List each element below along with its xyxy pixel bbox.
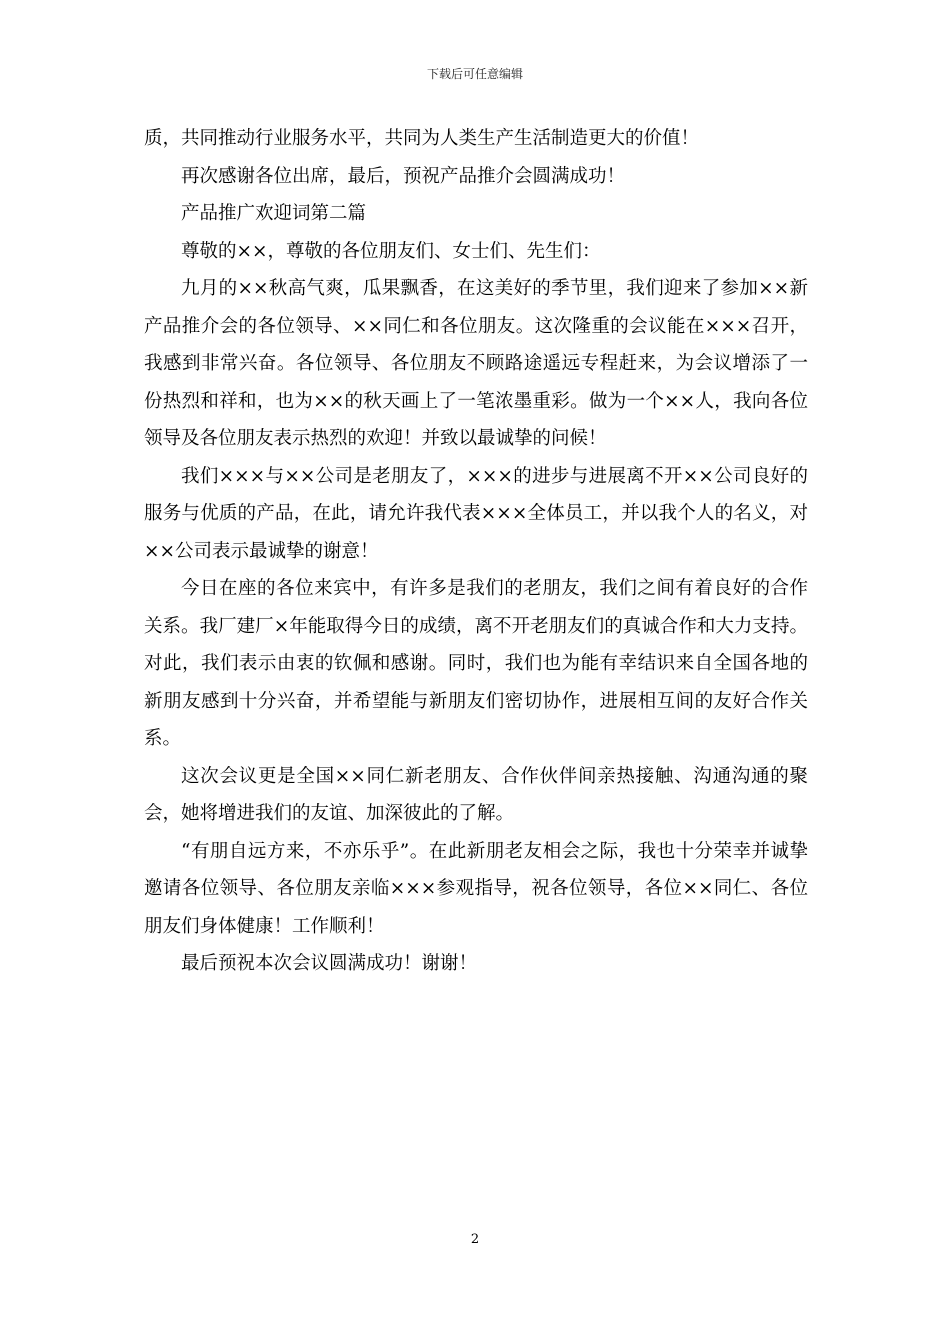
document-body bbox=[144, 120, 808, 983]
paragraph-welcome: 九月的××秋高气爽，瓜果飘香，在这美好的季节里，我们迎来了参加××新产品推介会的各位领导、××同仁和各位朋友。这次隆重的会议能在×××召开，我感到非常兴奋。各位领导、各位朋友不顾路途遥远专程赶来，为会议增添了一份热烈和祥和，也为××的秋天画上了一笔浓墨重彩。做为一个××人，我向各位领导及各位朋友表示热烈的欢迎！并致以最诚挚的问候！ bbox=[144, 278, 808, 449]
paragraph-closing: 最后预祝本次会议圆满成功！谢谢！ bbox=[181, 953, 478, 974]
paragraph-meeting: 这次会议更是全国××同仁新老朋友、合作伙伴间亲热接触、沟通沟通的聚会，她将增进我们的友谊、加深彼此的了解。 bbox=[144, 765, 808, 824]
paragraph-invitation: “有朋自远方来，不亦乐乎”。在此新朋老友相会之际，我也十分荣幸并诚挚邀请各位领导、各位朋友亲临×××参观指导，祝各位领导，各位××同仁、各位朋友们身体健康！工作顺利！ bbox=[144, 840, 808, 937]
paragraph-partner-thanks: 我们×××与××公司是老朋友了，×××的进步与进展离不开××公司良好的服务与优质的产品，在此，请允许我代表×××全体员工，并以我个人的名义，对××公司表示最诚挚的谢意！ bbox=[144, 465, 808, 562]
page-header: 下载后可任意编辑 bbox=[426, 67, 523, 81]
paragraph-guests: 今日在座的各位来宾中，有许多是我们的老朋友，我们之间有着良好的合作关系。我厂建厂×年能取得今日的成绩，离不开老朋友们的真诚合作和大力支持。对此，我们表示由衷的钦佩和感谢。同时，我们也为能有幸结识来自全国各地的新朋友感到十分兴奋，并希望能与新朋友们密切协作，进展相互间的友好合作关系。 bbox=[144, 578, 808, 749]
page-number: 2 bbox=[470, 1232, 480, 1247]
section-title: 产品推广欢迎词第二篇 bbox=[181, 203, 367, 224]
salutation: 尊敬的××，尊敬的各位朋友们、女士们、先生们： bbox=[181, 240, 601, 262]
paragraph-thanks: 再次感谢各位出席，最后，预祝产品推介会圆满成功！ bbox=[181, 165, 626, 187]
paragraph-continuation: 质，共同推动行业服务水平，共同为人类生产生活制造更大的价值！ bbox=[144, 128, 700, 149]
